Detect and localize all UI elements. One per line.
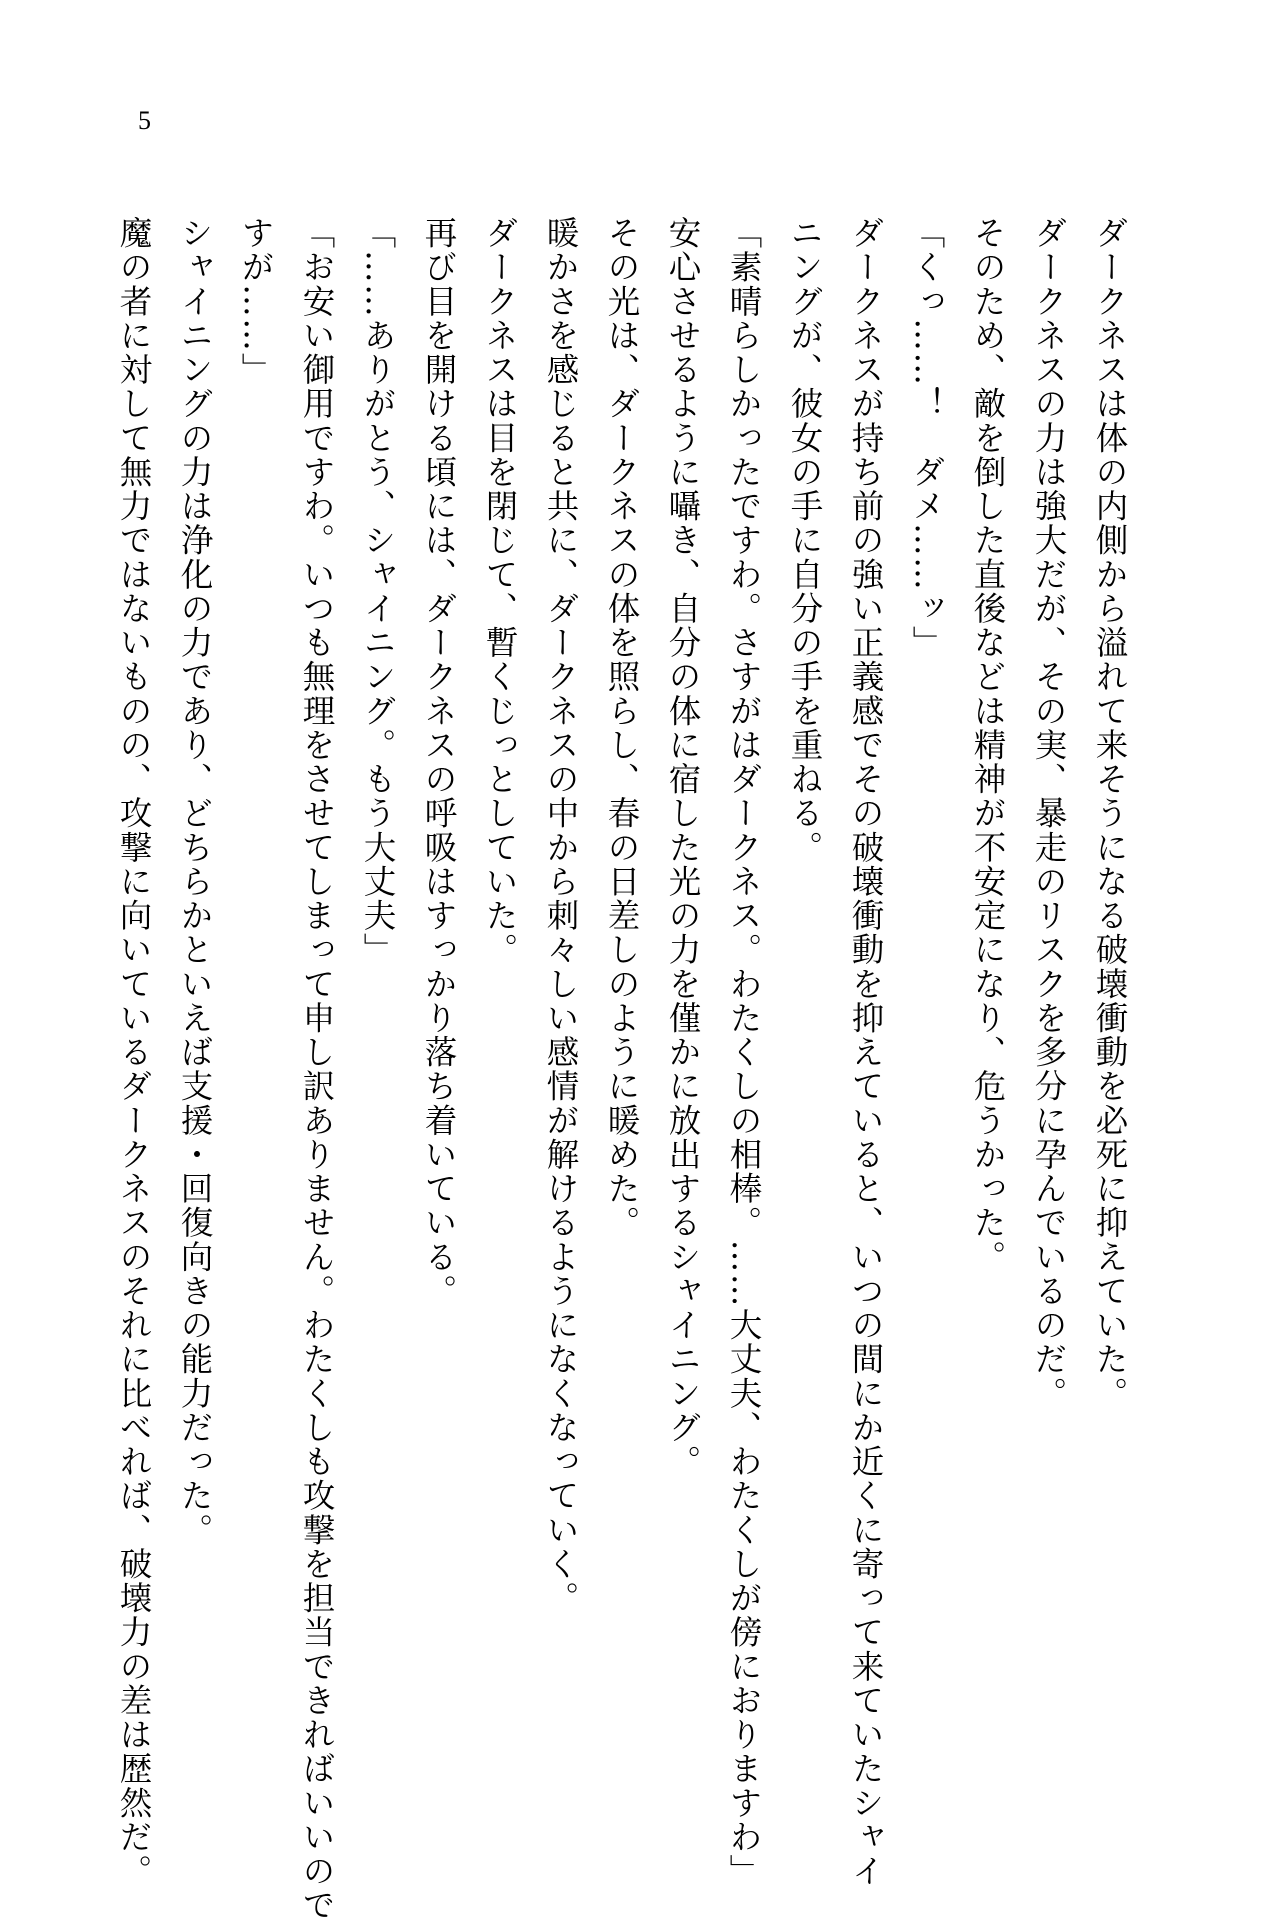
body-text — [115, 216, 1140, 1922]
text-line: 安心させるように囁き、自分の体に宿した光の力を僅かに放出するシャイニング。 — [664, 216, 702, 1479]
page-number: 5 — [138, 106, 151, 135]
text-line: 魔の者に対して無力ではないものの、攻撃に向いているダークネスのそれに比べれば、破壊力の差は歴然だ。 — [115, 216, 153, 1889]
text-line: ニングが、彼女の手に自分の手を重ねる。 — [786, 216, 824, 865]
text-line: 「素晴らしかったですわ。さすがはダークネス。わたくしの相棒。……大丈夫、わたくしが傍におりますわ」 — [725, 216, 763, 1889]
text-line: 暖かさを感じると共に、ダークネスの中から刺々しい感情が解けるようになくなっていく。 — [542, 216, 580, 1616]
text-line: 「お安い御用ですわ。いつも無理をさせてしまって申し訳ありません。わたくしも攻撃を担当できればいいので — [298, 216, 336, 1922]
text-line: ダークネスは体の内側から溢れて来そうになる破壊衝動を必死に抑えていた。 — [1091, 216, 1129, 1411]
text-line: ダークネスは目を閉じて、暫くじっとしていた。 — [481, 216, 519, 967]
text-line: すが……」 — [237, 216, 275, 387]
text-line: ダークネスが持ち前の強い正義感でその破壊衝動を抑えていると、いつの間にか近くに寄って来ていたシャイ — [847, 216, 885, 1889]
text-line: ダークネスの力は強大だが、その実、暴走のリスクを多分に孕んでいるのだ。 — [1030, 216, 1068, 1411]
text-line: 「……ありがとう、シャイニング。もう大丈夫」 — [359, 216, 397, 967]
text-line: シャイニングの力は浄化の力であり、どちらかといえば支援・回復向きの能力だった。 — [176, 216, 214, 1547]
text-line: そのため、敵を倒した直後などは精神が不安定になり、危うかった。 — [969, 216, 1007, 1274]
text-line: 再び目を開ける頃には、ダークネスの呼吸はすっかり落ち着いている。 — [420, 216, 458, 1308]
text-line: その光は、ダークネスの体を照らし、春の日差しのように暖めた。 — [603, 216, 641, 1240]
text-line: 「くっ……！ ダメ……ッ」 — [908, 216, 946, 660]
